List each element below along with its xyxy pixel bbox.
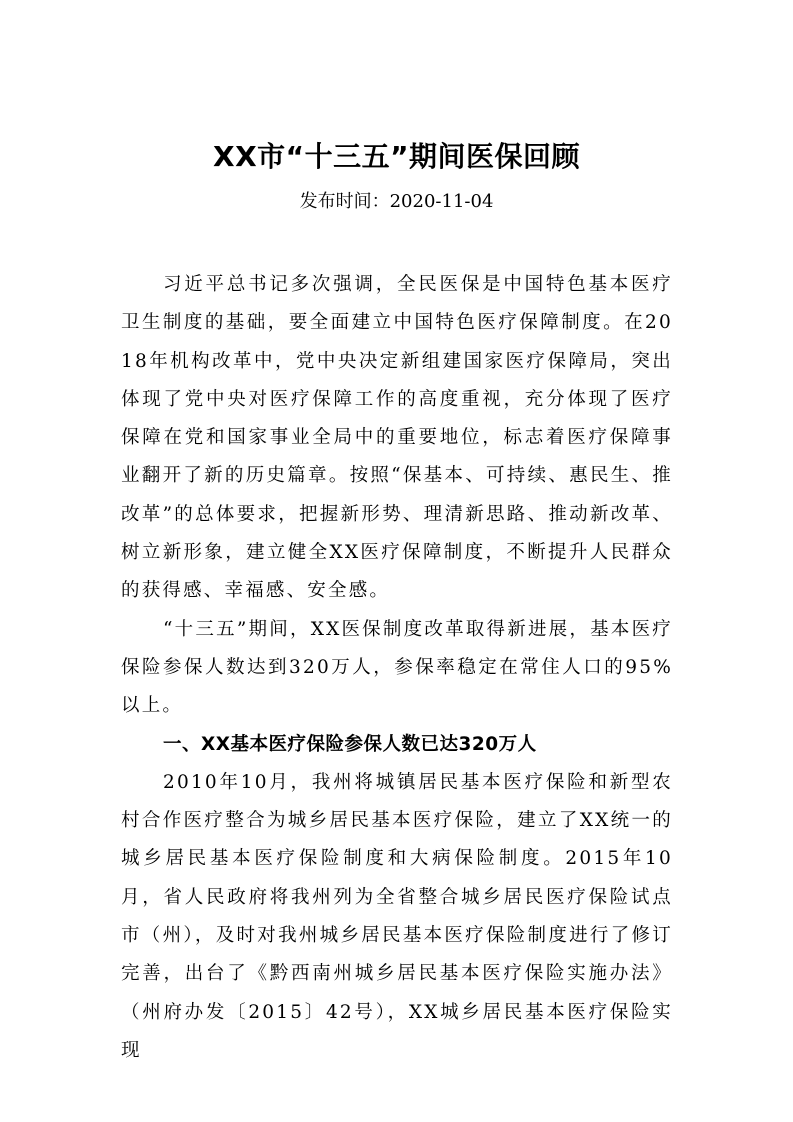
body-paragraph-2: “十三五”期间，XX医保制度改革取得新进展，基本医疗保险参保人数达到320万人，参保率稳定在常住人口的95%以上。 xyxy=(121,618,673,717)
publish-date: 发布时间：2020-11-04 xyxy=(299,191,494,212)
section-heading-1: 一、XX基本医疗保险参保人数已达320万人 xyxy=(163,733,537,755)
section-paragraph-1: 2010年10月，我州将城镇居民基本医疗保险和新型农村合作医疗整合为城乡居民基本医疗保险，建立了XX统一的城乡居民基本医疗保险制度和大病保险制度。2015年10月，省人民政府将我州列为全省整合城乡居民医疗保险试点市（州），及时对我州城乡居民基本医疗保险制度进行了修订完善，出台了《黔西南州城乡居民基本医疗保险实施办法》（州府办发〔2015〕42号），XX城乡居民基本医疗保险实现 xyxy=(121,771,673,1061)
document-body xyxy=(121,266,673,1070)
body-paragraph-1: 习近平总书记多次强调，全民医保是中国特色基本医疗卫生制度的基础，要全面建立中国特色医疗保障制度。在2018年机构改革中，党中央决定新组建国家医疗保障局，突出体现了党中央对医疗保障工作的高度重视，充分体现了医疗保障在党和国家事业全局中的重要地位，标志着医疗保障事业翻开了新的历史篇章。按照“保基本、可持续、惠民生、推改革”的总体要求，把握新形势、理清新思路、推动新改革、树立新形象，建立健全XX医疗保障制度，不断提升人民群众的获得感、幸福感、安全感。 xyxy=(121,274,673,602)
document-title: XX市“十三五”期间医保回顾 xyxy=(213,140,580,173)
